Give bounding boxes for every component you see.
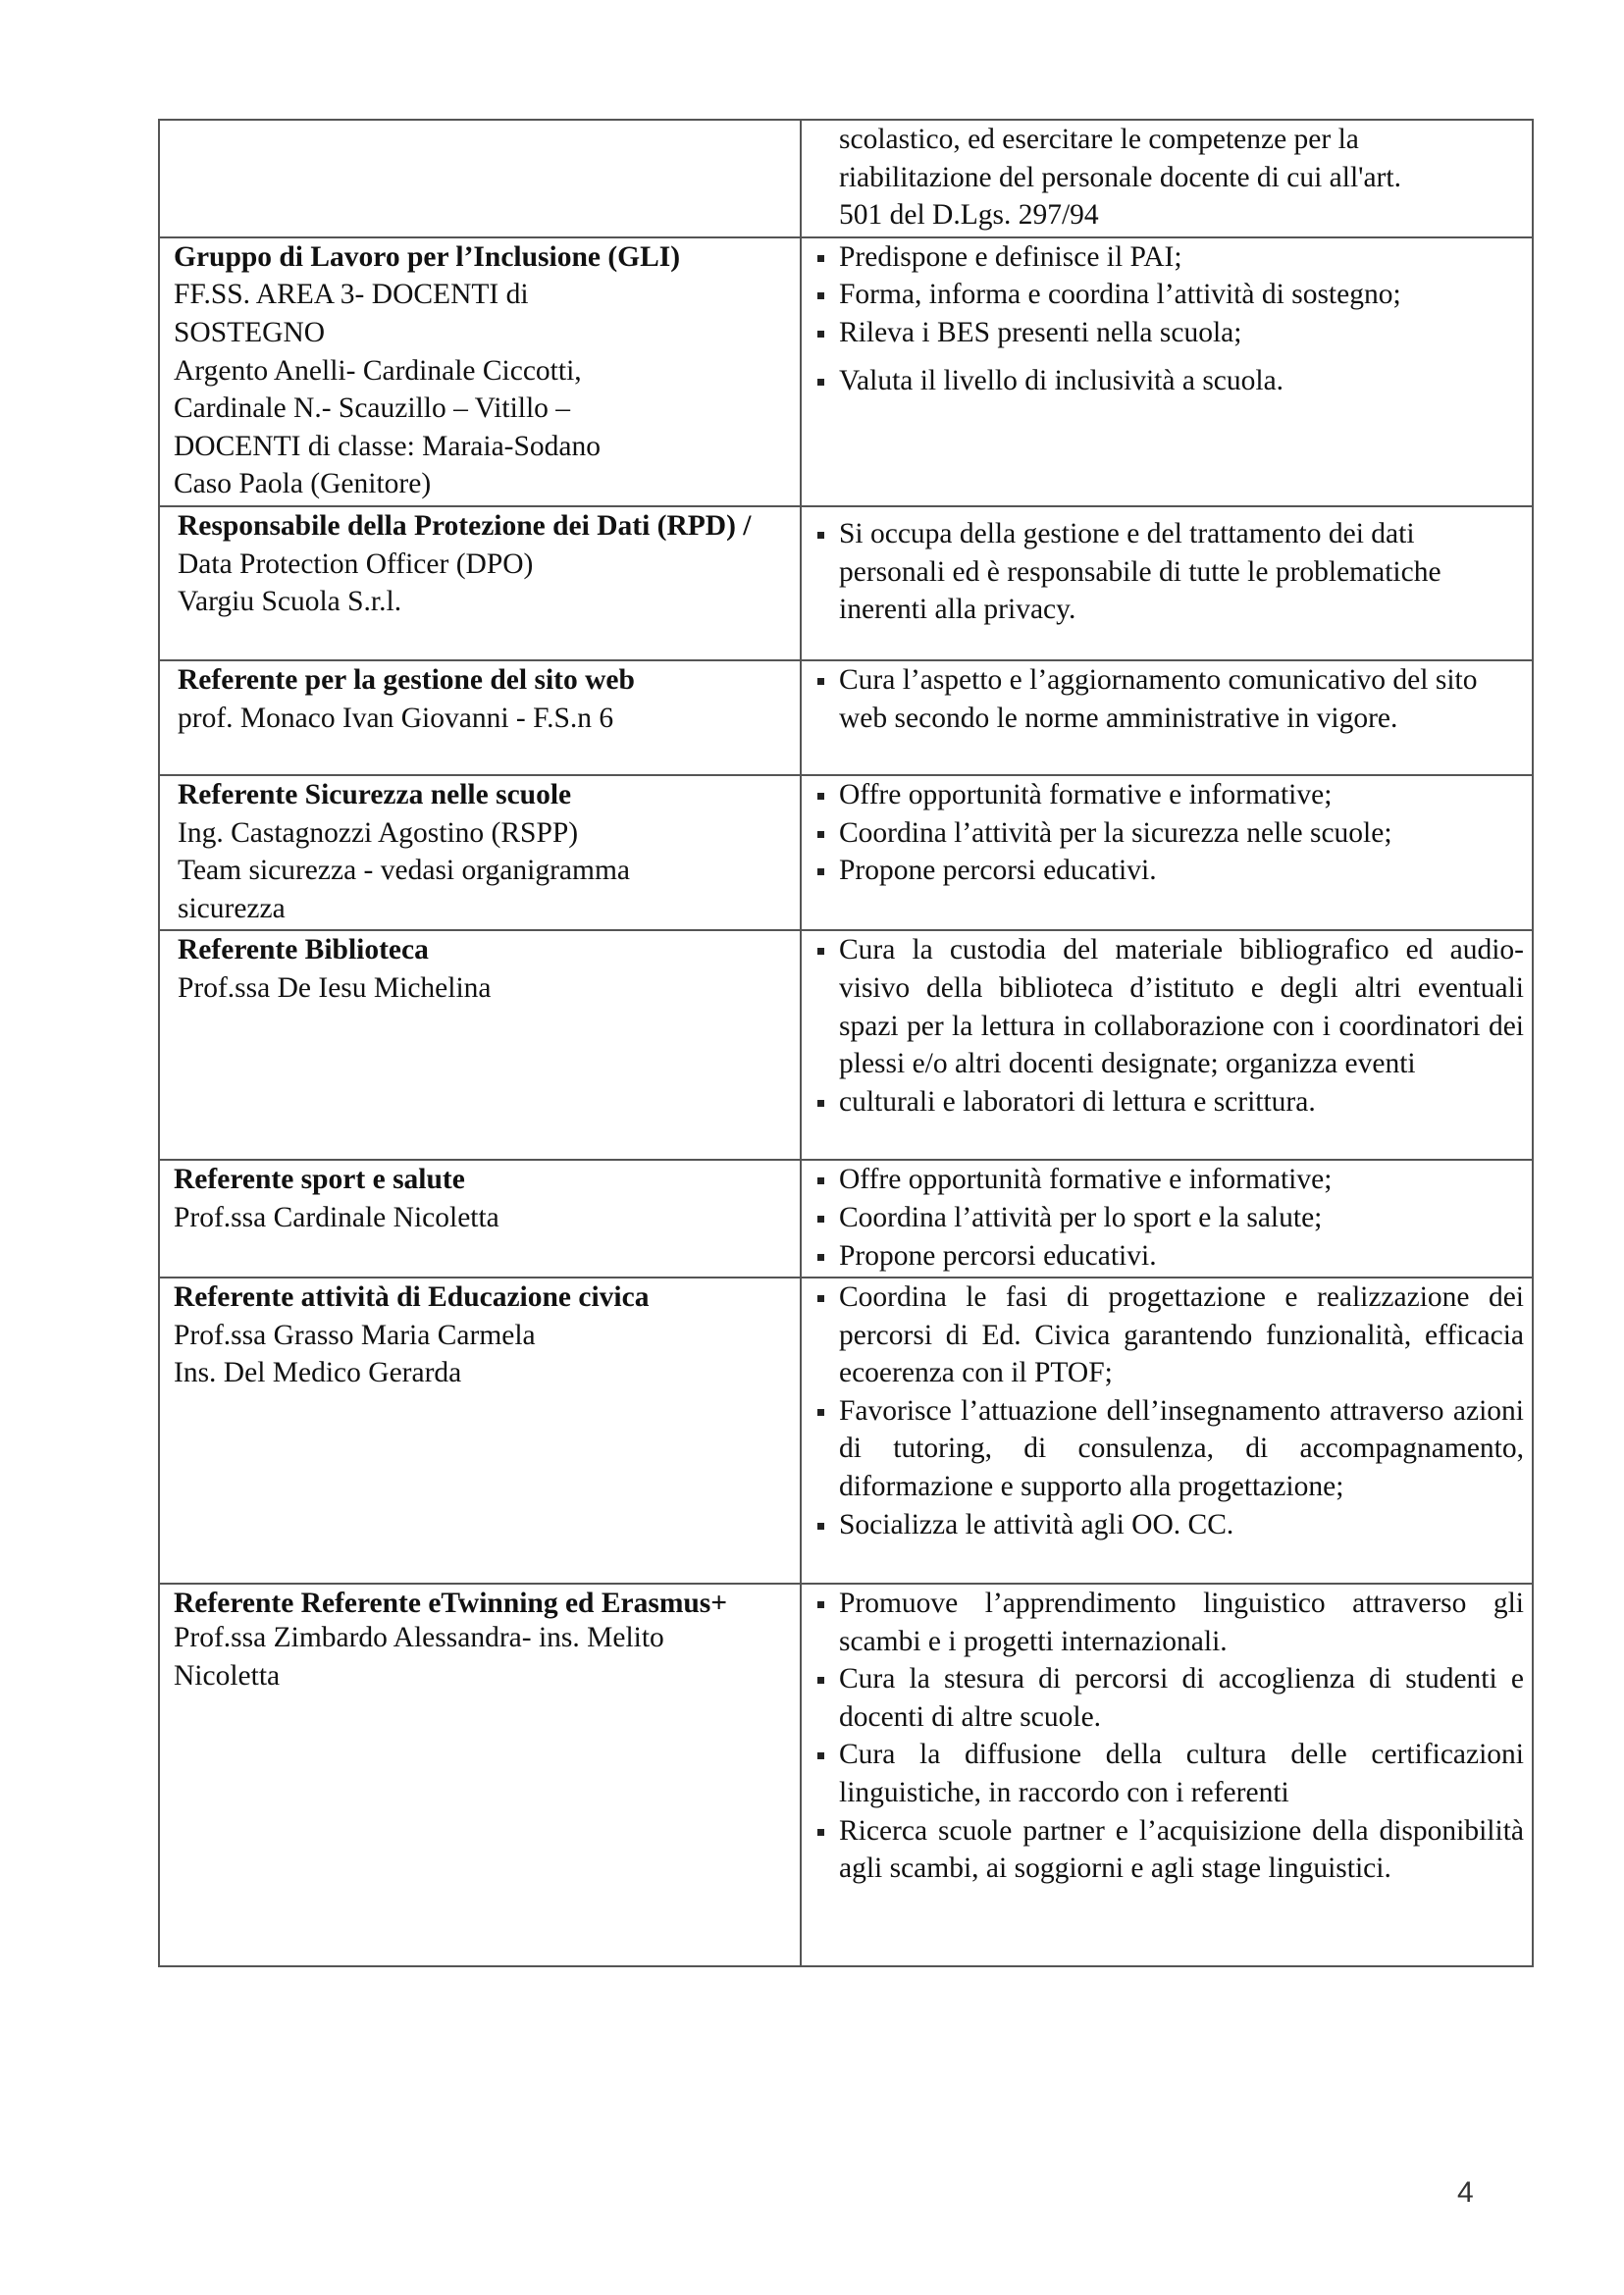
role-title: Gruppo di Lavoro per l’Inclusione (GLI)	[174, 240, 681, 273]
role-title: Referente Biblioteca	[178, 934, 429, 966]
role-member: SOSTEGNO	[174, 316, 326, 348]
role-cell	[159, 775, 801, 930]
duties-list	[815, 661, 1524, 737]
role-member: Prof.ssa Zimbardo Alessandra- ins. Melito	[174, 1622, 664, 1654]
duties-cell	[801, 775, 1533, 930]
role-cell	[159, 930, 801, 1160]
role-member: Nicoletta	[174, 1659, 281, 1692]
role-member: Data Protection Officer (DPO)	[178, 548, 534, 580]
duty-item: Rileva i BES presenti nella scuola;	[815, 314, 1524, 352]
duty-item: Cura l’aspetto e l’aggiornamento comunicativo del sito web secondo le norme amministrative in vigore.	[815, 661, 1524, 737]
roles-table	[158, 119, 1534, 1967]
role-title: Referente sport e salute	[174, 1164, 465, 1196]
duty-item: culturali e laboratori di lettura e scrittura.	[815, 1083, 1524, 1121]
role-member: DOCENTI di classe: Maraia-Sodano	[174, 430, 602, 462]
role-cell	[159, 120, 801, 237]
role-cell	[159, 1584, 801, 1966]
duties-cell	[801, 237, 1533, 506]
duty-item: Ricerca scuole partner e l’acquisizione della disponibilità agli scambi, ai soggiorni e agli stage linguistici.	[815, 1812, 1524, 1888]
table-row	[159, 930, 1533, 1160]
duty-item: Offre opportunità formative e informative;	[815, 1161, 1524, 1199]
duty-item: Coordina l’attività per la sicurezza nelle scuole;	[815, 814, 1524, 853]
duty-item: Propone percorsi educativi.	[815, 1237, 1524, 1276]
role-member: Ins. Del Medico Gerarda	[174, 1357, 462, 1389]
role-member: Caso Paola (Genitore)	[174, 468, 432, 500]
duties-cell	[801, 930, 1533, 1160]
role-title: Referente Referente eTwinning ed Erasmus+	[174, 1588, 728, 1620]
continuation-line: 501 del D.Lgs. 297/94	[839, 199, 1099, 232]
role-cell	[159, 1160, 801, 1278]
continuation-line: scolastico, ed esercitare le competenze per la	[839, 124, 1359, 155]
role-title: Referente per la gestione del sito web	[178, 663, 635, 696]
duties-cell	[801, 120, 1533, 237]
duty-item: Cura la custodia del materiale bibliografico ed audio- visivo della biblioteca d’istituto e degli altri eventuali spazi per la lettura in collaborazione con i coordinatori dei plessi e/o altri docenti designate; organizza eventi	[815, 931, 1524, 1082]
duties-cell	[801, 1584, 1533, 1966]
role-member: Ing. Castagnozzi Agostino (RSPP)	[178, 816, 579, 849]
page-number: 4	[1457, 2176, 1474, 2209]
role-member: Argento Anelli- Cardinale Ciccotti,	[174, 354, 582, 387]
role-title: Responsabile della Protezione dei Dati (RPD) /	[178, 509, 752, 542]
duty-item: Si occupa della gestione e del trattamento dei dati personali ed è responsabile di tutte le problematiche inerenti alla privacy.	[815, 515, 1524, 629]
duty-item: Socializza le attività agli OO. CC.	[815, 1506, 1524, 1544]
duties-list	[815, 1161, 1524, 1275]
duty-item: Valuta il livello di inclusività a scuola.	[815, 362, 1524, 400]
role-cell	[159, 1278, 801, 1584]
table-row	[159, 120, 1533, 237]
continuation-line: riabilitazione del personale docente di cui all'art.	[839, 161, 1401, 193]
duty-item: Predispone e definisce il PAI;	[815, 238, 1524, 277]
duties-cell	[801, 1160, 1533, 1278]
duties-list	[815, 1585, 1524, 1888]
duty-item: Coordina l’attività per lo sport e la salute;	[815, 1199, 1524, 1237]
duties-cell	[801, 660, 1533, 775]
role-member: Team sicurezza - vedasi organigramma	[178, 855, 630, 887]
table-row	[159, 1584, 1533, 1966]
table-row	[159, 660, 1533, 775]
role-member: prof. Monaco Ivan Giovanni - F.S.n 6	[178, 702, 614, 734]
duty-item: Coordina le fasi di progettazione e realizzazione dei percorsi di Ed. Civica garantendo funzionalità, efficacia ecoerenza con il PTOF;	[815, 1278, 1524, 1392]
role-cell	[159, 237, 801, 506]
duties-list	[815, 238, 1524, 399]
duties-cell	[801, 1278, 1533, 1584]
duty-item: Cura la stesura di percorsi di accoglienza di studenti e docenti di altre scuole.	[815, 1660, 1524, 1736]
duty-item: Offre opportunità formative e informative;	[815, 776, 1524, 814]
role-title: Referente attività di Educazione civica	[174, 1281, 650, 1314]
role-member: FF.SS. AREA 3- DOCENTI di	[174, 279, 529, 311]
role-member: Prof.ssa Grasso Maria Carmela	[174, 1319, 536, 1351]
duties-list	[815, 776, 1524, 890]
duties-cell	[801, 506, 1533, 660]
duty-item: Promuove l’apprendimento linguistico attraverso gli scambi e i progetti internazionali.	[815, 1585, 1524, 1660]
table-row	[159, 237, 1533, 506]
duty-item: Favorisce l’attuazione dell’insegnamento attraverso azioni di tutoring, di consulenza, di accompagnamento, diformazione e supporto alla progettazione;	[815, 1392, 1524, 1506]
role-cell	[159, 506, 801, 660]
duties-list	[815, 931, 1524, 1121]
duty-item: Cura la diffusione della cultura delle certificazioni linguistiche, in raccordo con i referenti	[815, 1736, 1524, 1811]
role-member: Vargiu Scuola S.r.l.	[178, 586, 402, 618]
duty-item: Propone percorsi educativi.	[815, 852, 1524, 890]
table-row	[159, 775, 1533, 930]
table-row	[159, 506, 1533, 660]
duties-list	[815, 515, 1524, 629]
role-member: Cardinale N.- Scauzillo – Vitillo –	[174, 392, 571, 425]
role-title: Referente Sicurezza nelle scuole	[178, 778, 572, 810]
table-row	[159, 1160, 1533, 1278]
duties-list	[815, 1278, 1524, 1543]
role-cell	[159, 660, 801, 775]
duty-item: Forma, informa e coordina l’attività di sostegno;	[815, 276, 1524, 314]
table-row	[159, 1278, 1533, 1584]
role-member: Prof.ssa De Iesu Michelina	[178, 971, 492, 1004]
role-member: sicurezza	[178, 892, 286, 924]
role-member: Prof.ssa Cardinale Nicoletta	[174, 1201, 499, 1233]
